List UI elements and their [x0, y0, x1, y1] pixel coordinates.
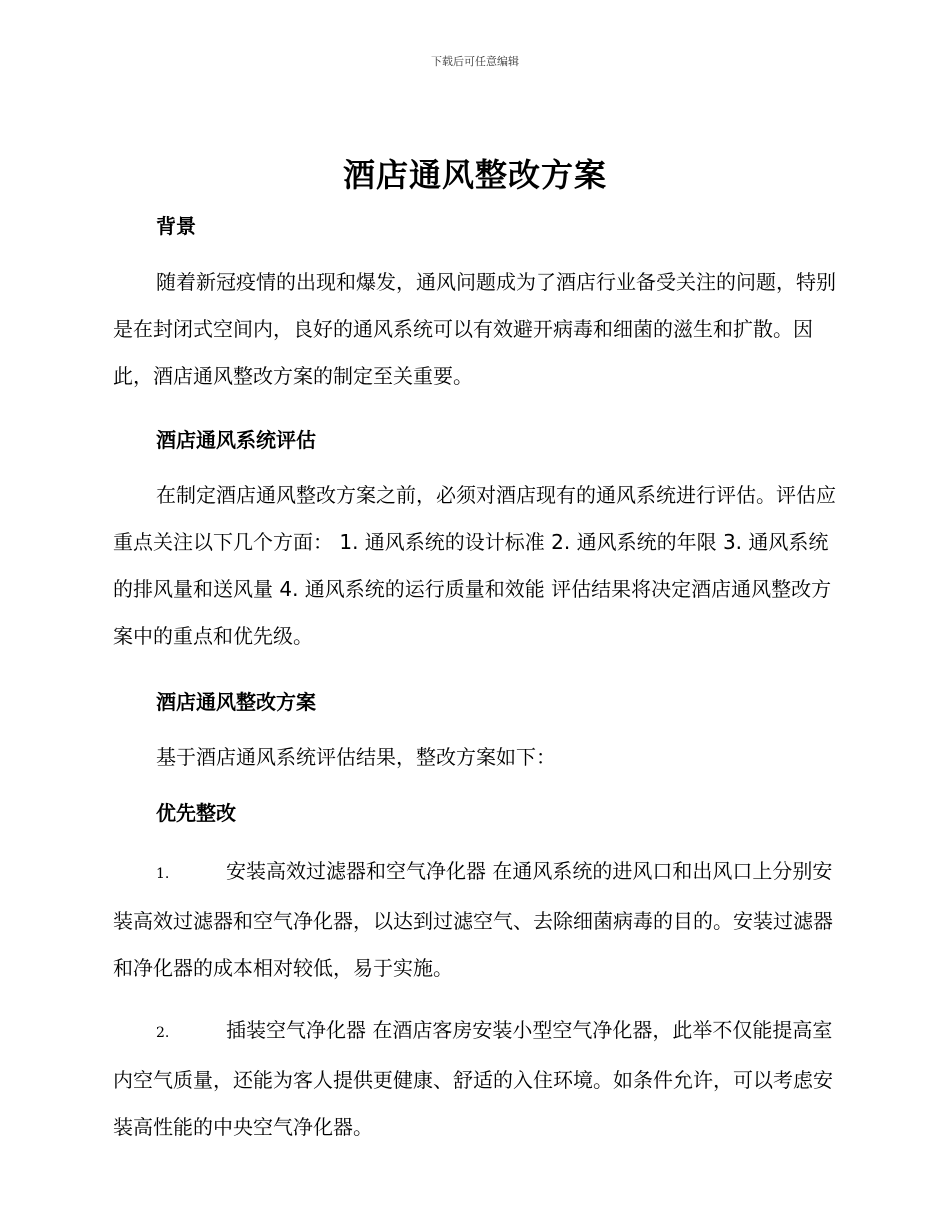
section-heading-plan: 酒店通风整改方案	[156, 690, 316, 714]
document-title: 酒店通风整改方案	[342, 156, 607, 194]
section-heading-priority: 优先整改	[156, 801, 236, 825]
list-item	[113, 848, 841, 992]
document-body	[113, 200, 841, 1151]
list-item-number: 2.	[156, 1025, 170, 1041]
paragraph-plan: 基于酒店通风系统评估结果，整改方案如下：	[156, 745, 556, 769]
list-item-number: 1.	[156, 866, 170, 882]
section-heading-background: 背景	[156, 214, 196, 238]
list-item-text: 安装高效过滤器和空气净化器 在通风系统的进风口和出风口上分别安装高效过滤器和空气净化器，以达到过滤空气、去除细菌病毒的目的。安装过滤器和净化器的成本相对较低，易于实施。	[113, 859, 833, 980]
section-heading-evaluation: 酒店通风系统评估	[156, 428, 316, 452]
paragraph-background: 随着新冠疫情的出现和爆发，通风问题成为了酒店行业备受关注的问题，特别是在封闭式空间内，良好的通风系统可以有效避开病毒和细菌的滋生和扩散。因此，酒店通风整改方案的制定至关重要。	[113, 270, 836, 388]
list-item	[113, 1007, 841, 1151]
list-item-text: 插装空气净化器 在酒店客房安装小型空气净化器，此举不仅能提高室内空气质量，还能为客人提供更健康、舒适的入住环境。如条件允许，可以考虑安装高性能的中央空气净化器。	[113, 1018, 833, 1139]
page-header: 下载后可任意编辑	[431, 55, 519, 68]
paragraph-evaluation: 在制定酒店通风整改方案之前，必须对酒店现有的通风系统进行评估。评估应重点关注以下几个方面： 1. 通风系统的设计标准 2. 通风系统的年限 3. 通风系统的排风量和送风量 4. 通风系统的运行质量和效能 评估结果将决定酒店通风整改方案中的重点和优先级。	[113, 483, 836, 648]
